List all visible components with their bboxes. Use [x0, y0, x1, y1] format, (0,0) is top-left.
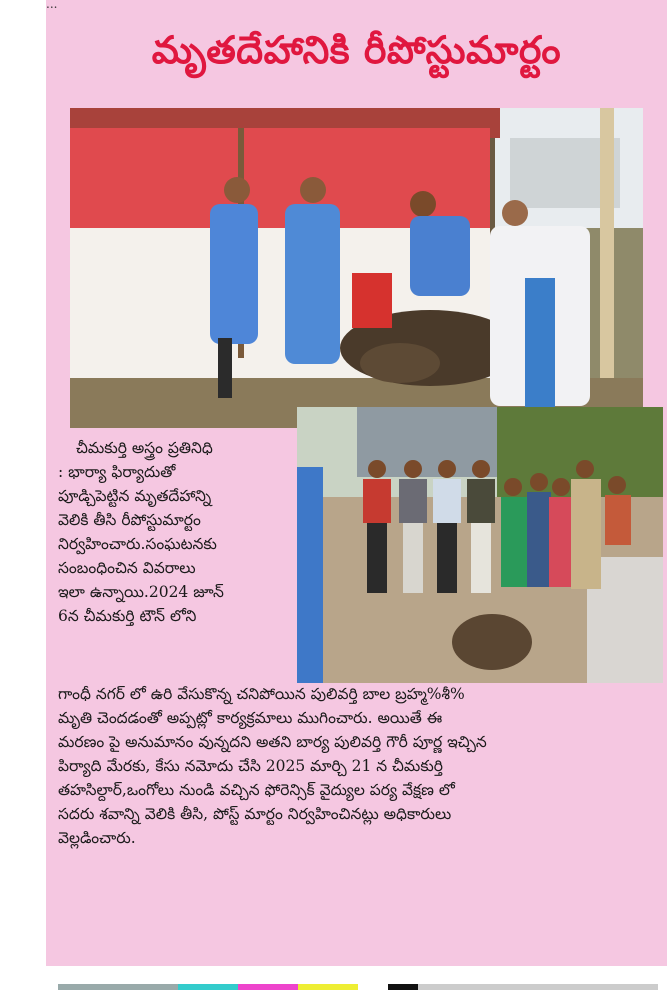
body-line: : భార్యా ఫిర్యాదుతో: [58, 463, 176, 481]
body-line: నిర్వహించారు.సంఘటనకు: [58, 535, 217, 553]
body-line: పిర్యాది మేరకు, కేసు నమోదు చేసి 2025 మార్చి 21 న చీమకుర్తి: [58, 757, 443, 775]
body-line: చీమకుర్తి అస్త్రం ప్రతినిధి: [76, 439, 213, 457]
body-line: వెలికి తీసి రీపోస్టుమార్టం: [58, 511, 201, 529]
previous-article-fragment: ...: [46, 0, 58, 8]
article-headline: మృతదేహానికి రీపోస్టుమార్టం: [151, 28, 562, 72]
body-line: తహసిల్దార్,ఒంగోలు నుండి వచ్చిన ఫోరెన్సిక్ వైద్యుల పర్య వేక్షణ లో: [58, 781, 455, 799]
body-line: వెల్లడించారు.: [58, 829, 136, 847]
body-line: గాంధీ నగర్ లో ఉరి వేసుకొన్న చనిపోయిన పులివర్తి బాల బ్రహ్మ%శీ%: [58, 685, 465, 703]
page-margin: [0, 0, 46, 990]
body-line: సదరు శవాన్ని వెలికి తీసి, పోస్ట్ మార్టం నిర్వహించినట్లు అధికారులు: [58, 805, 452, 823]
photo-forensic-team: [70, 108, 643, 428]
body-line: 6న చీమకుర్తి టౌన్ లోని: [58, 607, 197, 625]
article-body-column: [58, 436, 290, 628]
article-body-continuation: [58, 682, 664, 850]
body-line: మరణం పై అనుమానం వున్నదని అతని బార్య పులివర్తి గౌరీ పూర్ణ ఇచ్చిన: [58, 733, 487, 751]
photo-officials-at-site: [297, 407, 663, 683]
body-line: సంబంధించిన వివరాలు: [58, 559, 196, 577]
body-line: ఇలా ఉన్నాయి.2024 జూన్: [58, 583, 224, 601]
body-line: పూడ్చిపెట్టిన మృతదేహాన్ని: [58, 487, 212, 505]
body-line: మృతి చెందడంతో అప్పట్లో కార్యక్రమాలు ముగించారు. అయితే ఈ: [58, 709, 443, 727]
print-color-bar: [58, 984, 658, 990]
